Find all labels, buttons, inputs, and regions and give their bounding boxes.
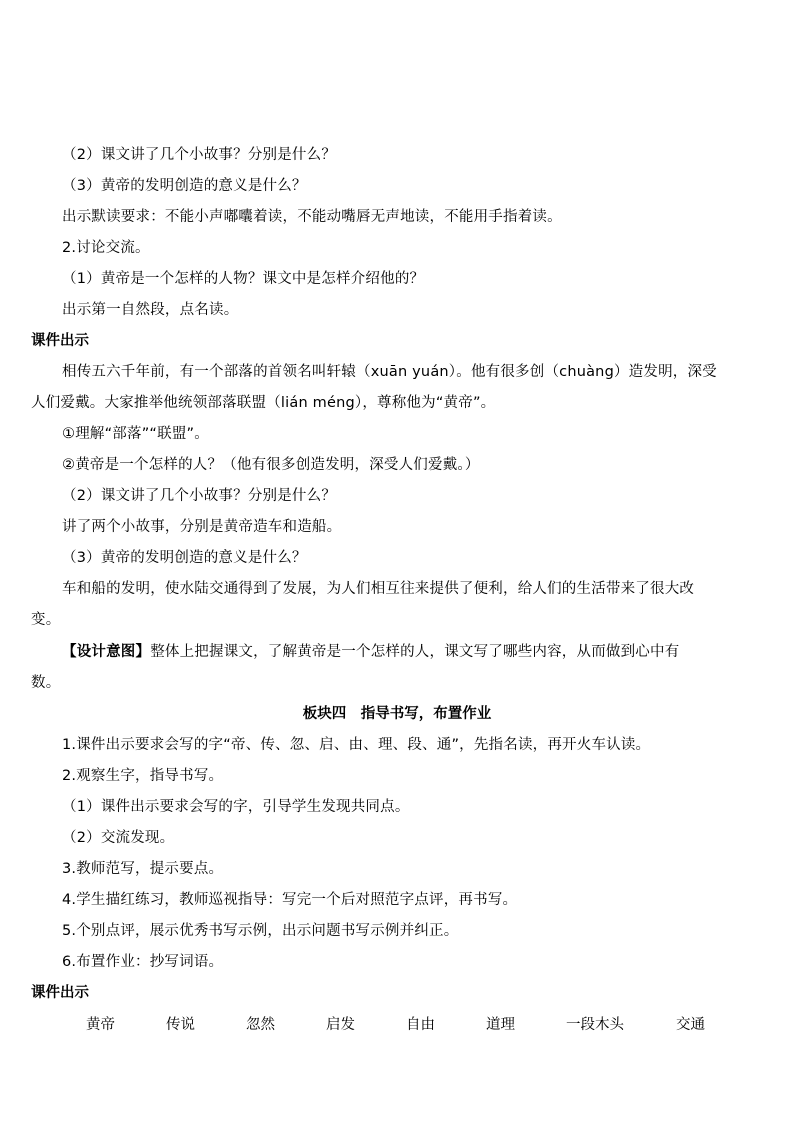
silent-reading-requirement: 出示默读要求：不能小声嘟囔着读，不能动嘴唇无声地读，不能用手指着读。 xyxy=(62,209,562,225)
read-first-paragraph: 出示第一自然段，点名读。 xyxy=(62,302,239,318)
question-2: （2）课文讲了几个小故事？分别是什么？ xyxy=(62,147,337,163)
courseware-label: 课件出示 xyxy=(31,333,89,349)
answer-significance-line-2: 变。 xyxy=(31,612,61,628)
vocab-word: 道理 xyxy=(486,1017,515,1033)
design-intent-text: 整体上把握课文，了解黄帝是一个怎样的人，课文写了哪些内容，从而做到心中有 xyxy=(150,644,680,660)
vocab-word: 忽然 xyxy=(246,1017,275,1033)
what-kind-of-person: ②黄帝是一个怎样的人？（他有很多创造发明，深受人们爱戴。） xyxy=(62,457,480,473)
step-2-sub-1: （1）课件出示要求会写的字，引导学生发现共同点。 xyxy=(62,799,410,815)
step-3: 3.教师范写，提示要点。 xyxy=(62,861,224,877)
step-5: 5.个别点评，展示优秀书写示例，出示问题书写示例并纠正。 xyxy=(62,923,459,939)
step-1: 1.课件出示要求会写的字“帝、传、忽、启、由、理、段、通”，先指名读，再开火车认读。 xyxy=(62,737,651,753)
design-intent-line-2: 数。 xyxy=(31,675,61,691)
passage-line-2: 人们爱戴。大家推举他统领部落联盟（lián méng），尊称他为“黄帝”。 xyxy=(31,395,496,411)
question-3: （3）黄帝的发明创造的意义是什么？ xyxy=(62,178,307,194)
step-2: 2.观察生字，指导书写。 xyxy=(62,768,224,784)
vocabulary-row xyxy=(0,1015,794,1037)
vocab-word: 启发 xyxy=(326,1017,355,1033)
courseware-label-2: 课件出示 xyxy=(31,985,89,1001)
understand-words: ①理解“部落”“联盟”。 xyxy=(62,426,209,442)
answer-two-stories: 讲了两个小故事，分别是黄帝造车和造船。 xyxy=(62,519,342,535)
question-3-repeat: （3）黄帝的发明创造的意义是什么？ xyxy=(62,550,307,566)
design-intent-tag: 【设计意图】 xyxy=(62,644,151,660)
vocab-word: 自由 xyxy=(406,1017,435,1033)
discussion-heading: 2.讨论交流。 xyxy=(62,240,150,256)
section-title: 板块四 指导书写，布置作业 xyxy=(302,706,492,722)
vocab-word: 交通 xyxy=(676,1017,705,1033)
step-4: 4.学生描红练习，教师巡视指导：写完一个后对照范字点评，再书写。 xyxy=(62,892,518,908)
step-2-sub-2: （2）交流发现。 xyxy=(62,830,175,846)
vocab-word: 一段木头 xyxy=(566,1017,624,1033)
question-2-repeat: （2）课文讲了几个小故事？分别是什么？ xyxy=(62,488,337,504)
question-1: （1）黄帝是一个怎样的人物？课文中是怎样介绍他的？ xyxy=(62,271,425,287)
vocab-word: 黄帝 xyxy=(86,1017,115,1033)
design-intent-line-1 xyxy=(62,642,679,662)
passage-line-1: 相传五六千年前，有一个部落的首领名叫轩辕（xuān yuán）。他有很多创（chuàng）造发明，深受 xyxy=(62,364,717,380)
vocab-word: 传说 xyxy=(166,1017,195,1033)
step-6: 6.布置作业：抄写词语。 xyxy=(62,954,224,970)
answer-significance-line-1: 车和船的发明，使水陆交通得到了发展，为人们相互往来提供了便利，给人们的生活带来了很大改 xyxy=(62,581,695,597)
